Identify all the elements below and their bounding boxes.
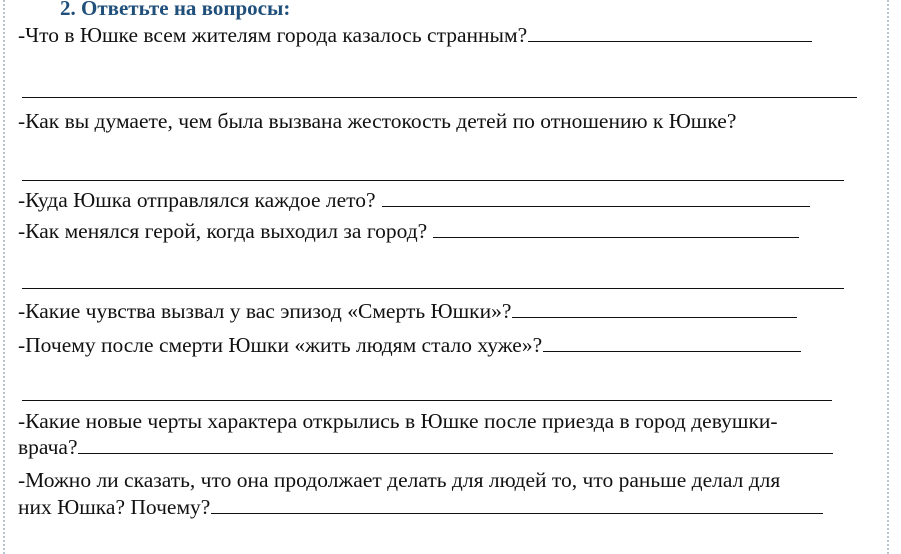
answer-line-7[interactable]: [78, 434, 833, 454]
answer-line-2[interactable]: [22, 180, 844, 181]
question-7-text-cont: врача?: [18, 435, 78, 459]
answer-line-3[interactable]: [382, 187, 810, 207]
question-6: [18, 332, 801, 358]
question-7-text: -Какие новые черты характера открылись в Юшке после приезда в город девушки-: [18, 409, 778, 433]
answer-line-1b[interactable]: [22, 97, 857, 98]
answer-line-6b[interactable]: [22, 400, 832, 401]
question-1: [18, 22, 812, 48]
question-8-cont: [18, 494, 823, 520]
question-2: [18, 108, 736, 134]
question-3-text: -Куда Юшка отправлялся каждое лето?: [18, 188, 376, 212]
question-8-text: -Можно ли сказать, что она продолжает делать для людей то, что раньше делал для: [18, 468, 781, 492]
answer-line-6[interactable]: [543, 332, 801, 352]
answer-line-4[interactable]: [433, 218, 799, 238]
question-3: [18, 187, 810, 213]
question-5-text: -Какие чувства вызвал у вас эпизод «Смерть Юшки»?: [18, 299, 512, 323]
question-1-text: -Что в Юшке всем жителям города казалось странным?: [18, 23, 528, 47]
section-title: 2. Ответьте на вопросы:: [60, 0, 291, 20]
answer-line-5[interactable]: [512, 298, 797, 318]
question-5: [18, 298, 797, 324]
question-4: [18, 218, 799, 244]
answer-line-8[interactable]: [211, 494, 823, 514]
question-8-text-cont: них Юшка? Почему?: [18, 495, 211, 519]
answer-line-4b[interactable]: [22, 288, 844, 289]
question-4-text: -Как менялся герой, когда выходил за город?: [18, 219, 428, 243]
question-6-text: -Почему после смерти Юшки «жить людям стало хуже»?: [18, 333, 543, 357]
question-7-cont: [18, 434, 833, 460]
answer-line-1[interactable]: [528, 22, 812, 42]
question-7: [18, 408, 778, 434]
question-8: [18, 467, 780, 493]
question-2-text: -Как вы думаете, чем была вызвана жестокость детей по отношению к Юшке?: [18, 109, 737, 133]
